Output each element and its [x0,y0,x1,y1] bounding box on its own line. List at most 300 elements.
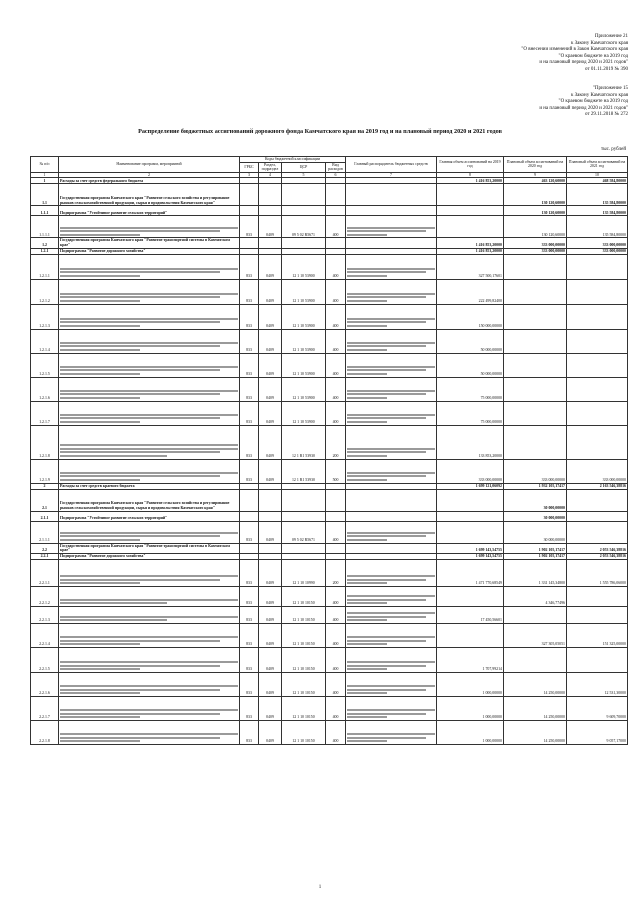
amount-2020 [504,304,567,329]
amount-2019: 1 707,99214 [437,647,504,672]
expense-type-code: 400 [326,647,346,672]
expense-type-code: 400 [326,279,346,304]
header-grbs: ГРБС [240,162,259,172]
header-2019: Главная объем ассигнований на 2019 год [437,157,504,173]
illegible-text-placeholder [347,472,435,474]
illegible-text-placeholder [60,640,220,642]
illegible-text-placeholder [347,713,426,715]
row-number: 1.1 [31,184,59,206]
column-number: 8 [437,172,504,178]
expense-type-code: 400 [326,353,346,377]
row-name: Государственная программа Камчатского края "Развитие сельского хозяйства и регулирование рынков сельскохозяйственной продукции, сырья и продовольствия Камчатского края" [59,184,240,206]
row-number: 1.1.1.1 [31,216,59,238]
illegible-text-placeholder [347,373,387,375]
illegible-text-placeholder [347,539,387,541]
row-name [59,720,240,744]
row-number: 2.2.1.1 [31,559,59,586]
expense-type-code: 400 [326,254,346,279]
amount-2020 [504,353,567,377]
amount-2019: 1 699 143,54755 [437,553,504,559]
units-label: тыс. рублей [601,147,626,152]
budget-manager [346,206,437,216]
budget-manager [346,586,437,606]
row-name [59,425,240,459]
grbs-code: 833 [240,647,259,672]
table-row [31,184,628,206]
target-article-code [282,184,326,206]
section-code: 0409 [259,353,282,377]
amount-2020 [504,606,567,623]
target-article-code [282,489,326,511]
illegible-text-placeholder [347,692,387,694]
illegible-text-placeholder [347,275,387,277]
illegible-text-placeholder [60,414,238,416]
amount-2020 [504,425,567,459]
row-number: 2.1.1 [31,511,59,521]
row-number: 1.2.1.9 [31,459,59,483]
header-csr: ЦСР [282,162,326,172]
amount-2019: 1 416 853,20000 [437,238,504,248]
target-article-code: 12 1 10 53900 [282,304,326,329]
illegible-text-placeholder [347,716,387,718]
illegible-text-placeholder [347,661,435,663]
illegible-text-placeholder [347,318,435,320]
illegible-text-placeholder [347,448,435,450]
amount-2019 [437,206,504,216]
amount-2020 [504,647,567,672]
target-article-code: 12 1 10 53900 [282,329,326,353]
illegible-text-placeholder [347,599,426,601]
illegible-text-placeholder [60,275,140,277]
appendix-line: от 01.11.2019 № 390 [585,66,628,72]
illegible-text-placeholder [347,595,435,597]
amount-2021: 151 325,00000 [567,623,628,647]
section-code [259,489,282,511]
target-article-code: 12 1 10 53900 [282,279,326,304]
expense-type-code [326,206,346,216]
budget-manager [346,216,437,238]
budget-manager [346,279,437,304]
amount-2020 [504,377,567,401]
illegible-text-placeholder [347,685,435,687]
expense-type-code: 200 [326,425,346,459]
row-name [59,623,240,647]
illegible-text-placeholder [347,349,387,351]
row-number: 1.1.1 [31,206,59,216]
amount-2020: 30 000,00000 [504,521,567,543]
header-codes-group: Коды бюджетной классификации [240,157,346,163]
amount-2019: 1 699 143,54755 [437,543,504,553]
illegible-text-placeholder [60,716,140,718]
appendix-line: и на плановый период 2020 и 2021 годов" [539,105,628,111]
grbs-code: 833 [240,459,259,483]
amount-2021: 9 057,17000 [567,720,628,744]
illegible-text-placeholder [347,296,426,298]
illegible-text-placeholder [60,271,220,273]
amount-2019 [437,184,504,206]
section-code: 0409 [259,672,282,696]
expense-type-code: 500 [326,459,346,483]
row-name [59,647,240,672]
column-number: 4 [259,172,282,178]
row-number: 2.2.1.4 [31,623,59,647]
amount-2020: 130 120,60000 [504,184,567,206]
illegible-text-placeholder [347,740,387,742]
expense-type-code: 400 [326,329,346,353]
expense-type-code [326,543,346,553]
table-row [31,329,628,353]
section-code: 0409 [259,377,282,401]
illegible-text-placeholder [347,737,426,739]
appendix-line: и на плановый период 2020 и 2021 годов" [539,60,628,66]
row-number: 2.2.1.5 [31,647,59,672]
row-number: 2.1 [31,489,59,511]
amount-2021 [567,647,628,672]
illegible-text-placeholder [347,689,426,691]
amount-2019 [437,511,504,521]
appendix-note-1 [408,34,628,74]
amount-2021 [567,254,628,279]
illegible-text-placeholder [60,599,238,601]
section-code [259,184,282,206]
target-article-code: 12 1 10 53900 [282,254,326,279]
row-number: 2.2.1.8 [31,720,59,744]
column-number: 9 [504,172,567,178]
target-article-code: 12 1 10 10990 [282,559,326,586]
amount-2019: 333 000,00000 [437,459,504,483]
table-row [31,559,628,586]
illegible-text-placeholder [60,227,238,229]
amount-2019: 50 000,00000 [437,353,504,377]
illegible-text-placeholder [60,539,140,541]
illegible-text-placeholder [347,475,426,477]
target-article-code: 12 1 10 10150 [282,696,326,720]
expense-type-code: 400 [326,377,346,401]
illegible-text-placeholder [60,448,238,450]
row-number: 1.2.1.4 [31,329,59,353]
table-row [31,623,628,647]
illegible-text-placeholder [60,325,140,327]
amount-2020: 14 250,00000 [504,720,567,744]
amount-2020: 333 000,00000 [504,459,567,483]
illegible-text-placeholder [60,619,167,621]
expense-type-code [326,511,346,521]
amount-2019 [437,586,504,606]
row-name [59,329,240,353]
amount-2021: 135 584,80000 [567,184,628,206]
table-row [31,459,628,483]
illegible-text-placeholder [347,366,435,368]
table-body [31,178,628,744]
grbs-code: 833 [240,254,259,279]
amount-2019 [437,216,504,238]
amount-2021 [567,401,628,425]
row-name [59,279,240,304]
section-code [259,238,282,248]
target-article-code [282,511,326,521]
illegible-text-placeholder [60,293,238,295]
appendix-line: от 29.11.2018 № 272 [585,112,628,118]
illegible-text-placeholder [347,321,426,323]
row-name [59,401,240,425]
column-number: 2 [59,172,240,178]
illegible-text-placeholder [60,342,238,344]
target-article-code: 09 5 02 R5671 [282,521,326,543]
appendix-line: к Закону Камчатского края [570,92,628,98]
illegible-text-placeholder [347,342,435,344]
row-name: Расходы за счет средств федерального бюджета [59,178,240,184]
header-2021: Плановый объем ассигнований на 2021 год [567,157,628,173]
grbs-code [240,511,259,521]
illegible-text-placeholder [60,689,220,691]
amount-2019: 1 000,00000 [437,672,504,696]
amount-2019: 133 853,20000 [437,425,504,459]
row-number: 1.2.1.8 [31,425,59,459]
amount-2019 [437,521,504,543]
amount-2021 [567,586,628,606]
grbs-code: 833 [240,521,259,543]
budget-manager [346,254,437,279]
row-name [59,696,240,720]
expense-type-code: 400 [326,606,346,623]
table-row [31,511,628,521]
expense-type-code [326,184,346,206]
amount-2021 [567,353,628,377]
illegible-text-placeholder [347,616,426,618]
amount-2020: 333 000,00000 [504,238,567,248]
grbs-code: 833 [240,329,259,353]
illegible-text-placeholder [347,535,426,537]
budget-manager [346,559,437,586]
illegible-text-placeholder [60,668,140,670]
section-code: 0409 [259,459,282,483]
illegible-text-placeholder [347,582,387,584]
expense-type-code: 400 [326,216,346,238]
amount-2021 [567,304,628,329]
grbs-code [240,489,259,511]
section-code: 0409 [259,216,282,238]
grbs-code [240,543,259,553]
amount-2019: 150 000,00000 [437,304,504,329]
amount-2021: 468 584,80000 [567,178,628,184]
illegible-text-placeholder [60,345,220,347]
header-manager: Главный распорядитель бюджетных средств [346,157,437,173]
amount-2021: 333 000,00000 [567,248,628,254]
target-article-code: 12 1 R1 53930 [282,459,326,483]
target-article-code [282,543,326,553]
illegible-text-placeholder [60,661,238,663]
row-name: Государственная программа Камчатского края "Развитие транспортной системы в Камчатском крае" [59,238,240,248]
amount-2019: 1 000,00000 [437,720,504,744]
budget-manager [346,377,437,401]
table-row [31,696,628,720]
row-name: Подпрограмма "Устойчивое развитие сельских территорий" [59,206,240,216]
amount-2020: 463 120,60000 [504,178,567,184]
budget-manager [346,329,437,353]
illegible-text-placeholder [347,733,435,735]
illegible-text-placeholder [60,582,140,584]
column-number: 5 [282,172,326,178]
section-code: 0409 [259,559,282,586]
table-row [31,425,628,459]
section-code: 0409 [259,279,282,304]
table-row [31,254,628,279]
illegible-text-placeholder [347,668,387,670]
appendix-note-2 [408,86,628,119]
amount-2019: 17 450,56601 [437,606,504,623]
expense-type-code: 400 [326,586,346,606]
grbs-code: 833 [240,304,259,329]
amount-2019: 327 500,17601 [437,254,504,279]
amount-2020: 4 346,77496 [504,586,567,606]
amount-2021: 135 584,80000 [567,216,628,238]
section-code [259,543,282,553]
amount-2020: 1 331 145,34800 [504,559,567,586]
illegible-text-placeholder [60,532,238,534]
illegible-text-placeholder [60,643,140,645]
expense-type-code: 200 [326,559,346,586]
row-name [59,377,240,401]
table-row [31,586,628,606]
illegible-text-placeholder [347,345,426,347]
budget-manager [346,521,437,543]
illegible-text-placeholder [60,234,140,236]
row-name: Государственная программа Камчатского края "Развитие сельского хозяйства и регулирование рынков сельскохозяйственной продукции, сырья и продовольствия Камчатского края" [59,489,240,511]
budget-manager [346,696,437,720]
amount-2021: 135 584,80000 [567,206,628,216]
header-2020: Плановый объем ассигнований на 2020 год [504,157,567,173]
table-row [31,206,628,216]
illegible-text-placeholder [347,612,435,614]
illegible-text-placeholder [60,230,220,232]
row-number: 2.2.1.6 [31,672,59,696]
illegible-text-placeholder [60,579,220,581]
row-name: Подпрограмма "Устойчивое развитие сельских территорий" [59,511,240,521]
illegible-text-placeholder [347,227,435,229]
expense-type-code: 400 [326,304,346,329]
target-article-code: 12 1 10 10150 [282,586,326,606]
table-row [31,238,628,248]
row-name [59,254,240,279]
illegible-text-placeholder [347,709,435,711]
illegible-text-placeholder [60,665,220,667]
grbs-code: 833 [240,696,259,720]
amount-2019: 1 416 853,20000 [437,178,504,184]
illegible-text-placeholder [60,366,238,368]
illegible-text-placeholder [60,417,220,419]
budget-table [30,156,628,745]
amount-2021: 2 053 546,38816 [567,553,628,559]
section-code: 0409 [259,329,282,353]
row-number: 2.2 [31,543,59,553]
target-article-code: 12 1 R1 53930 [282,425,326,459]
target-article-code: 12 1 10 10150 [282,672,326,696]
illegible-text-placeholder [347,417,426,419]
illegible-text-placeholder [60,709,238,711]
amount-2019: 1 471 770,68549 [437,559,504,586]
target-article-code: 12 1 10 10150 [282,623,326,647]
table-row [31,377,628,401]
illegible-text-placeholder [347,293,435,295]
budget-manager [346,184,437,206]
table-row [31,216,628,238]
table-row [31,279,628,304]
illegible-text-placeholder [60,692,140,694]
illegible-text-placeholder [60,268,238,270]
illegible-text-placeholder [347,234,387,236]
target-article-code [282,238,326,248]
section-code: 0409 [259,586,282,606]
page-number: 1 [318,885,322,890]
illegible-text-placeholder [60,472,238,474]
row-number: 2.2.1.2 [31,586,59,606]
illegible-text-placeholder [60,740,140,742]
row-number: 1.2.1.7 [31,401,59,425]
target-article-code: 12 1 10 10150 [282,647,326,672]
illegible-text-placeholder [60,616,238,618]
illegible-text-placeholder [60,349,140,351]
grbs-code: 833 [240,623,259,647]
amount-2021: 2 163 546,38816 [567,483,628,489]
illegible-text-placeholder [347,369,426,371]
appendix-line: "О краевом бюджете на 2019 год [558,99,628,105]
appendix-line: к Закону Камчатского края [570,40,628,46]
row-name: Подпрограмма "Развитие дорожного хозяйства" [59,553,240,559]
appendix-line: "Приложение 15 [592,86,628,91]
target-article-code: 12 1 10 10150 [282,606,326,623]
amount-2020 [504,279,567,304]
table-row [31,543,628,553]
budget-manager [346,489,437,511]
amount-2020 [504,401,567,425]
illegible-text-placeholder [347,230,426,232]
section-code: 0409 [259,254,282,279]
expense-type-code: 400 [326,672,346,696]
amount-2021: 1 555 786,06000 [567,559,628,586]
row-number: 2.2.1.3 [31,606,59,623]
illegible-text-placeholder [347,619,387,621]
budget-manager [346,459,437,483]
amount-2020: 30 000,00000 [504,511,567,521]
illegible-text-placeholder [60,733,238,735]
amount-2021: 2 053 546,38816 [567,543,628,553]
row-number: 1.2.1.5 [31,353,59,377]
illegible-text-placeholder [347,268,435,270]
amount-2020: 14 250,00000 [504,672,567,696]
illegible-text-placeholder [60,296,220,298]
illegible-text-placeholder [347,271,426,273]
budget-manager [346,304,437,329]
grbs-code [240,238,259,248]
illegible-text-placeholder [347,640,426,642]
amount-2021: 333 000,00000 [567,459,628,483]
table-row [31,304,628,329]
illegible-text-placeholder [347,390,435,392]
amount-2020: 130 120,60000 [504,206,567,216]
section-code: 0409 [259,647,282,672]
expense-type-code: 400 [326,401,346,425]
illegible-text-placeholder [347,393,426,395]
illegible-text-placeholder [60,602,167,604]
amount-2021 [567,425,628,459]
row-name: Расходы за счет средств краевого бюджета [59,483,240,489]
row-name [59,672,240,696]
illegible-text-placeholder [60,685,238,687]
illegible-text-placeholder [347,532,435,534]
column-number: 3 [240,172,259,178]
illegible-text-placeholder [347,575,435,577]
amount-2021 [567,606,628,623]
